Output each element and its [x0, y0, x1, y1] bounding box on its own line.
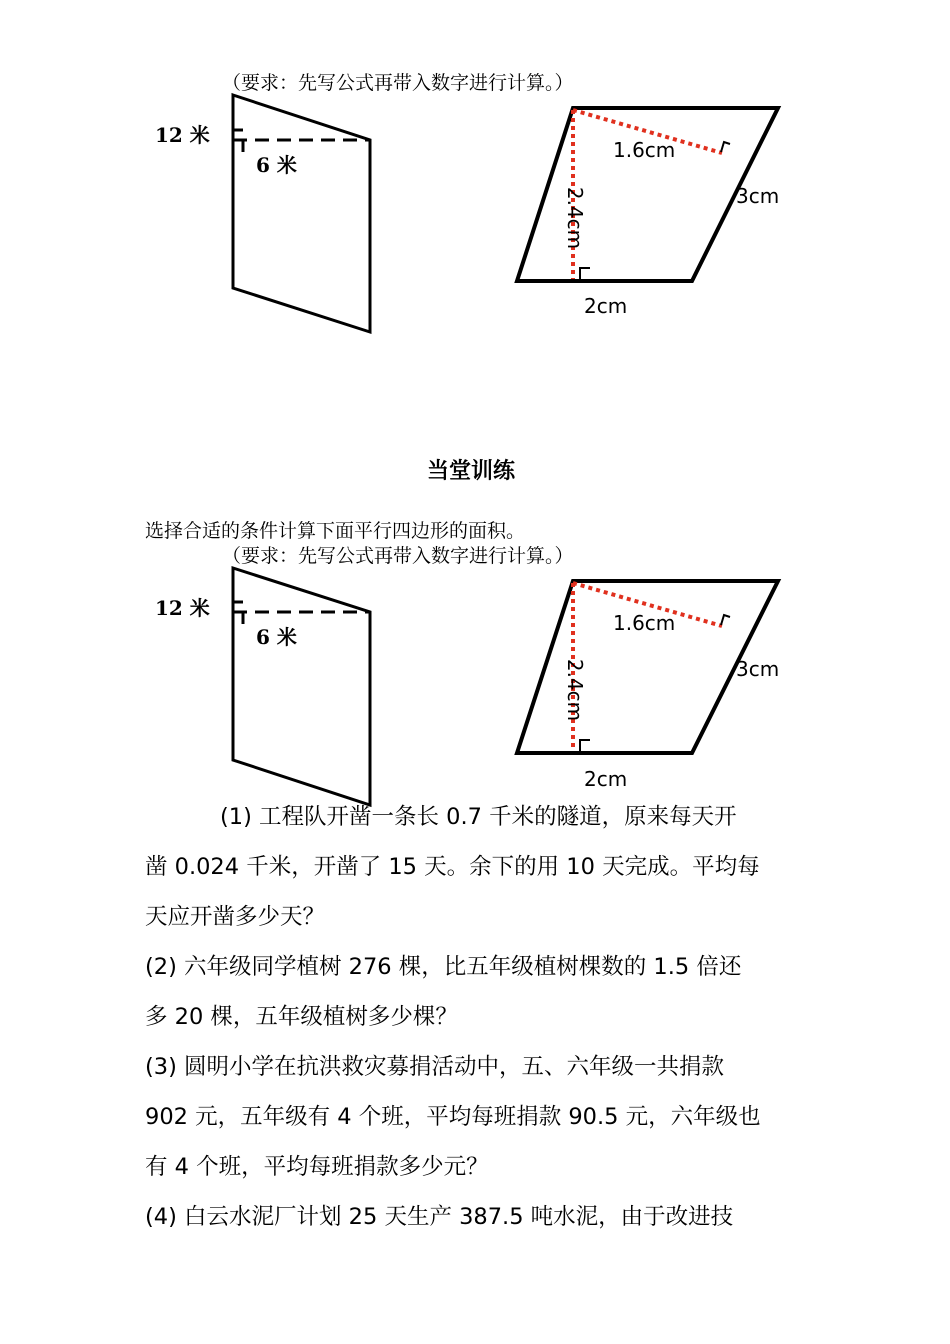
problem-3-line-1: (3) 圆明小学在抗洪救灾募捐活动中，五、六年级一共捐款	[145, 1054, 725, 1080]
left-parallelogram-2	[233, 568, 370, 805]
problem-1-line-2: 凿 0.024 千米，开凿了 15 天。余下的用 10 天完成。平均每	[145, 854, 760, 880]
problem-3-line-3: 有 4 个班，平均每班捐款多少元？	[145, 1154, 489, 1180]
base-label-2cm: 2cm	[584, 294, 628, 318]
requirement-note: （要求：先写公式再带入数字进行计算。）	[222, 545, 574, 567]
height-label-6m: 6 米	[256, 153, 297, 177]
problem-1-line-1: (1) 工程队开凿一条长 0.7 千米的隧道，原来每天开	[220, 804, 737, 830]
height-label-1-6cm: 1.6cm	[613, 138, 676, 162]
height-label-1-6cm: 1.6cm	[613, 611, 676, 635]
problem-2-line-2: 多 20 棵，五年级植树多少棵？	[145, 1004, 458, 1030]
problem-3-line-2: 902 元，五年级有 4 个班，平均每班捐款 90.5 元，六年级也	[145, 1104, 761, 1130]
height-label-6m: 6 米	[256, 625, 297, 649]
side-label-12m: 12 米	[155, 596, 210, 620]
side-label-3cm: 3cm	[736, 657, 780, 681]
side-label-3cm: 3cm	[736, 184, 780, 208]
left-parallelogram-1	[233, 95, 370, 332]
problem-2-line-1: (2) 六年级同学植树 276 棵，比五年级植树棵数的 1.5 倍还	[145, 954, 742, 980]
section-title: 当堂训练	[427, 458, 516, 484]
base-label-2cm: 2cm	[584, 767, 628, 791]
problem-1-line-3: 天应开凿多少天？	[145, 904, 326, 930]
word-problems	[145, 792, 810, 1242]
side-label-12m: 12 米	[155, 123, 210, 147]
height-label-2-4cm: 2.4cm	[563, 658, 588, 722]
problem-4-line-1: (4) 白云水泥厂计划 25 天生产 387.5 吨水泥，由于改进技	[145, 1204, 734, 1230]
height-label-2-4cm: 2.4cm	[563, 186, 588, 250]
section-instruction: 选择合适的条件计算下面平行四边形的面积。	[145, 520, 526, 542]
requirement-note: （要求：先写公式再带入数字进行计算。）	[222, 72, 574, 94]
